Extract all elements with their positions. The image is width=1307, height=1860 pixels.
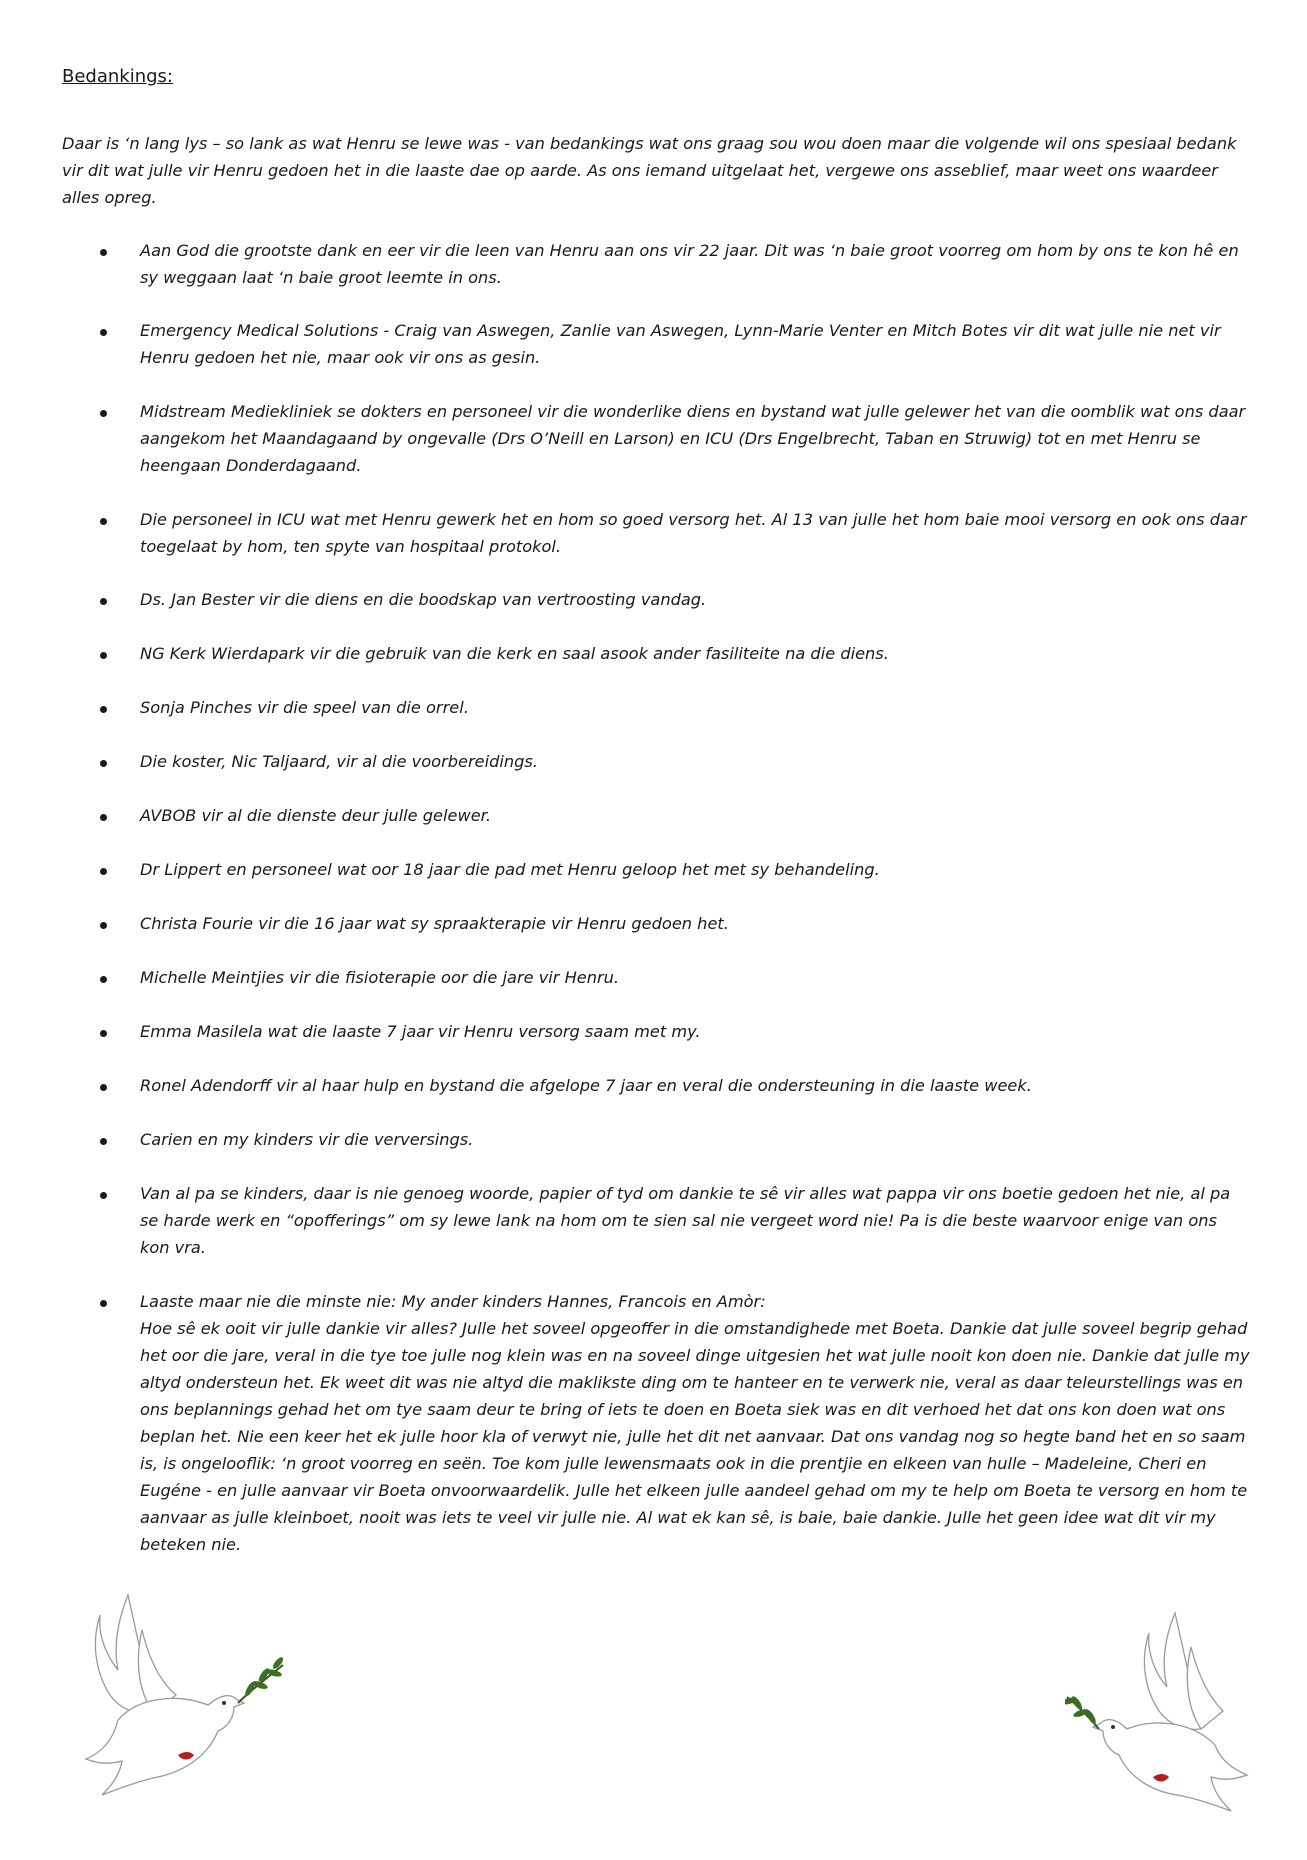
bullet-point bbox=[100, 329, 107, 336]
bullet-point bbox=[100, 760, 107, 767]
final-item-first-line: Laaste maar nie die minste nie: My ander kinders Hannes, Francois en Amòr: bbox=[140, 1292, 766, 1311]
list-item: Die koster, Nic Taljaard, vir al die voorbereidings. bbox=[140, 752, 538, 771]
bullet-point bbox=[100, 1138, 107, 1145]
intro-paragraph: Daar is ‘n lang lys – so lank as wat Henru se lewe was - van bedankings wat ons graag sou wou doen maar die volgende wil ons spesiaal bedank vir dit wat julle vir Henru gedoen het in die laaste dae op aarde. As ons iemand uitgelaat het, vergewe ons asseblief, maar weet ons waardeer alles opreg. bbox=[62, 134, 1237, 207]
bullet-point bbox=[100, 249, 107, 256]
bullet-point bbox=[100, 706, 107, 713]
list-item: Aan God die grootste dank en eer vir die leen van Henru aan ons vir 22 jaar. Dit was ‘n baie groot voorreg om hom by ons te kon hê en sy weggaan laat ‘n baie groot leemte in ons. bbox=[140, 241, 1239, 287]
list-item: Emergency Medical Solutions - Craig van Aswegen, Zanlie van Aswegen, Lynn-Marie Venter en Mitch Botes vir dit wat julle nie net vir Henru gedoen het nie, maar ook vir ons as gesin. bbox=[140, 321, 1221, 367]
bullet-point bbox=[100, 1300, 107, 1307]
bullet-point bbox=[100, 814, 107, 821]
list-item: Ronel Adendorff vir al haar hulp en bystand die afgelope 7 jaar en veral die ondersteuning in die laaste week. bbox=[140, 1076, 1032, 1095]
bullet-point bbox=[100, 922, 107, 929]
list-item: Michelle Meintjies vir die fisioterapie oor die jare vir Henru. bbox=[140, 968, 620, 987]
list-item: Sonja Pinches vir die speel van die orrel. bbox=[140, 698, 469, 717]
bullet-point bbox=[100, 1192, 107, 1199]
dove-left-icon bbox=[58, 1585, 288, 1805]
final-item-body: Hoe sê ek ooit vir julle dankie vir alles? Julle het soveel opgeoffer in die omstandighede met Boeta. Dankie dat julle soveel begrip gehad het oor die jare, veral in die tye toe julle nog klein was en na soveel dinge uitgesien het wat julle nooit kon doen nie. Dankie dat julle my altyd ondersteun het. Ek weet dit was nie altyd die maklikste ding om te hanteer en te verwerk nie, veral as daar teleurstellings was en ons beplannings gehad het om tye saam deur te bring of iets te doen en Boeta siek was en dit verhoed het dat ons kon doen wat ons beplan het. Nie een keer het ek julle hoor kla of verwyt nie, julle het dit net aanvaar. Dat ons vandag nog so hegte band het en so saam is, is ongelooflik: ‘n groot voorreg en seën. Toe kom julle lewensmaats ook in die prentjie en elkeen van hulle – Madeleine, Cheri en Eugéne - en julle aanvaar vir Boeta onvoorwaardelik. Julle het elkeen julle aandeel gehad om my te help om Boeta te versorg en hom te aanvaar as julle kleinboet, nooit was iets te veel vir julle nie. Al wat ek kan sê, is baie, baie dankie. Julle het geen idee wat dit vir my beteken nie. bbox=[140, 1319, 1250, 1554]
list-item: AVBOB vir al die dienste deur julle gelewer. bbox=[140, 806, 491, 825]
list-item: Van al pa se kinders, daar is nie genoeg woorde, papier of tyd om dankie te sê vir alles wat pappa vir ons boetie gedoen het nie, al pa se harde werk en “opofferings” om sy lewe lank na hom om te sien sal nie vergeet word nie! Pa is die beste waarvoor enige van ons kon vra. bbox=[140, 1184, 1231, 1257]
list-item: NG Kerk Wierdapark vir die gebruik van die kerk en saal asook ander fasiliteite na die diens. bbox=[140, 644, 889, 663]
list-item: Midstream Mediekliniek se dokters en personeel vir die wonderlike diens en bystand wat julle gelewer het van die oomblik wat ons daar aangekom het Maandagaand by ongevalle (Drs O’Neill en Larson) en ICU (Drs Engelbrecht, Taban en Struwig) tot en met Henru se heengaan Donderdagaand. bbox=[140, 402, 1246, 475]
bullet-point bbox=[100, 868, 107, 875]
bullet-point bbox=[100, 598, 107, 605]
bullet-point bbox=[100, 976, 107, 983]
bullet-point bbox=[100, 1084, 107, 1091]
list-item: Carien en my kinders vir die verversings. bbox=[140, 1130, 474, 1149]
bullet-point bbox=[100, 410, 107, 417]
bullet-point bbox=[100, 518, 107, 525]
list-item: Die personeel in ICU wat met Henru gewerk het en hom so goed versorg het. Al 13 van julle het hom baie mooi versorg en ook ons daar toegelaat by hom, ten spyte van hospitaal protokol. bbox=[140, 510, 1247, 556]
list-item: Christa Fourie vir die 16 jaar wat sy spraakterapie vir Henru gedoen het. bbox=[140, 914, 729, 933]
list-item: Emma Masilela wat die laaste 7 jaar vir Henru versorg saam met my. bbox=[140, 1022, 701, 1041]
list-item-final bbox=[140, 1288, 1250, 1558]
bullet-point bbox=[100, 1030, 107, 1037]
list-item: Ds. Jan Bester vir die diens en die boodskap van vertroosting vandag. bbox=[140, 590, 707, 609]
page-heading: Bedankings: bbox=[62, 66, 173, 87]
bullet-point bbox=[100, 652, 107, 659]
list-item: Dr Lippert en personeel wat oor 18 jaar die pad met Henru geloop het met sy behandeling. bbox=[140, 860, 880, 879]
dove-right-icon bbox=[1065, 1605, 1265, 1815]
